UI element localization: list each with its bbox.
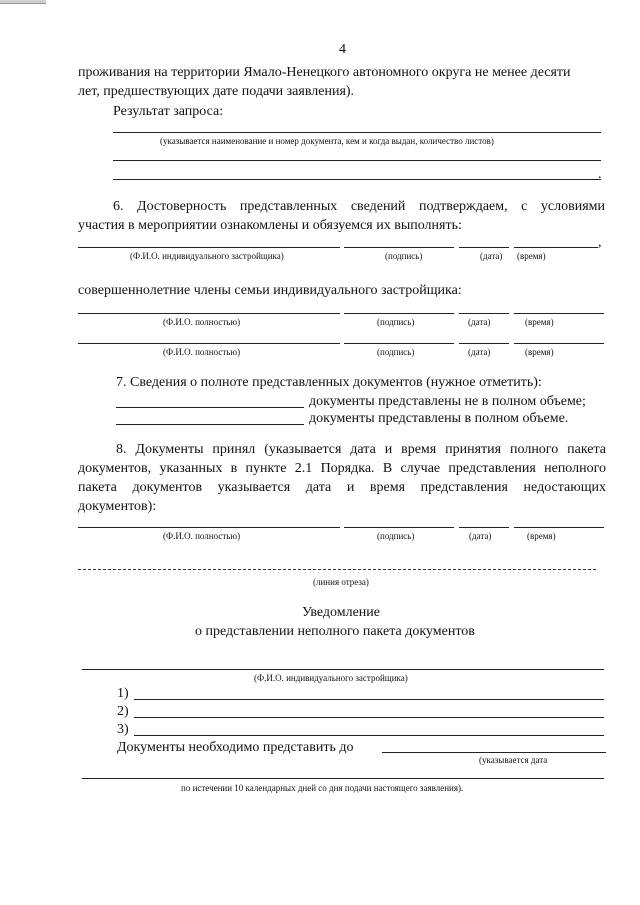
family-row-2-caption-time: (время) — [525, 347, 554, 357]
section8-line-2: документов, указанных в пункте 2.1 Порядка. В случае представления неполного — [78, 461, 606, 476]
notice-item-2-line — [134, 717, 604, 718]
family-label: совершеннолетние члены семьи индивидуального застройщика: — [78, 283, 462, 298]
notice-item-3-line — [134, 735, 604, 736]
notice-item-1-number: 1) — [117, 686, 129, 701]
section6-caption-fio: (Ф.И.О. индивидуального застройщика) — [130, 251, 284, 261]
section8-line-3: пакета документов указывается дата и время представления недостающих — [78, 480, 606, 495]
family-row-1-fio-line — [78, 313, 340, 314]
section7-option-1-checkline[interactable] — [116, 407, 304, 408]
result-caption: (указывается наименование и номер документа, кем и когда выдан, количество листов) — [160, 136, 494, 146]
family-row-1-caption-time: (время) — [525, 317, 554, 327]
family-row-2-caption-date: (дата) — [468, 347, 491, 357]
notice-deadline-caption-2: по истечении 10 календарных дней со дня подачи настоящего заявления). — [181, 783, 464, 793]
section8-line-1: 8. Документы принял (указывается дата и время принятия полного пакета — [116, 442, 606, 457]
section6-comma: , — [598, 235, 602, 250]
section7-option-2: документы представлены в полном объеме. — [309, 411, 569, 426]
family-row-2-fio-line — [78, 343, 340, 344]
notice-caption-fio: (Ф.И.О. индивидуального застройщика) — [254, 673, 408, 683]
family-row-2-caption-sign: (подпись) — [377, 347, 415, 357]
section6-line-1: 6. Достоверность представленных сведений подтверждаем, с условиями — [113, 199, 605, 214]
notice-item-1-line — [134, 699, 604, 700]
family-row-1-caption-sign: (подпись) — [377, 317, 415, 327]
section8-date-line — [459, 527, 509, 528]
family-row-1-caption-date: (дата) — [468, 317, 491, 327]
family-row-2-time-line — [514, 343, 604, 344]
family-row-2-caption-fio: (Ф.И.О. полностью) — [163, 347, 241, 357]
section6-sign-line — [344, 247, 454, 248]
section6-caption-sign: (подпись) — [385, 251, 423, 261]
cut-line-caption: (линия отреза) — [313, 577, 369, 587]
family-row-1-date-line — [459, 313, 509, 314]
family-row-1-time-line — [514, 313, 604, 314]
section6-date-line — [459, 247, 509, 248]
section7-title: 7. Сведения о полноте представленных документов (нужное отметить): — [116, 375, 542, 390]
result-line-1 — [113, 132, 601, 133]
section6-caption-date: (дата) — [480, 251, 503, 261]
family-row-2-sign-line — [344, 343, 454, 344]
intro-line-1: проживания на территории Ямало-Ненецкого автономного округа не менее десяти — [78, 65, 571, 80]
intro-line-2: лет, предшествующих дате подачи заявления). — [78, 84, 355, 99]
notice-subtitle: о представлении неполного пакета документов — [195, 624, 475, 639]
section6-caption-time: (время) — [517, 251, 546, 261]
result-line-3 — [113, 179, 601, 180]
notice-deadline-label: Документы необходимо представить до — [117, 740, 354, 755]
result-label: Результат запроса: — [113, 104, 224, 119]
notice-item-3-number: 3) — [117, 722, 129, 737]
page-number: 4 — [339, 42, 346, 57]
section7-option-1: документы представлены не в полном объеме; — [309, 394, 586, 409]
result-end-mark: . — [598, 167, 602, 182]
section8-caption-sign: (подпись) — [377, 531, 415, 541]
section7-option-2-checkline[interactable] — [116, 424, 304, 425]
section6-fio-line — [78, 247, 340, 248]
notice-item-2-number: 2) — [117, 704, 129, 719]
section8-caption-time: (время) — [527, 531, 556, 541]
cut-line — [78, 569, 596, 570]
section8-time-line — [514, 527, 604, 528]
family-row-1-sign-line — [344, 313, 454, 314]
section8-caption-fio: (Ф.И.О. полностью) — [163, 531, 241, 541]
notice-deadline-line — [382, 752, 606, 753]
scan-edge-mark — [0, 0, 46, 4]
notice-deadline-caption: (указывается дата — [479, 755, 548, 765]
family-row-1-caption-fio: (Ф.И.О. полностью) — [163, 317, 241, 327]
section8-line-4: документов): — [78, 499, 157, 514]
family-row-2-date-line — [459, 343, 509, 344]
section6-line-2: участия в мероприятии ознакомлены и обязуемся их выполнять: — [78, 218, 462, 233]
section8-fio-line — [78, 527, 340, 528]
section6-time-line — [514, 247, 598, 248]
section8-caption-date: (дата) — [469, 531, 492, 541]
notice-title: Уведомление — [302, 605, 381, 620]
notice-deadline-line-2 — [82, 778, 604, 779]
result-line-2 — [113, 160, 601, 161]
section8-sign-line — [344, 527, 454, 528]
notice-fio-line — [82, 669, 604, 670]
